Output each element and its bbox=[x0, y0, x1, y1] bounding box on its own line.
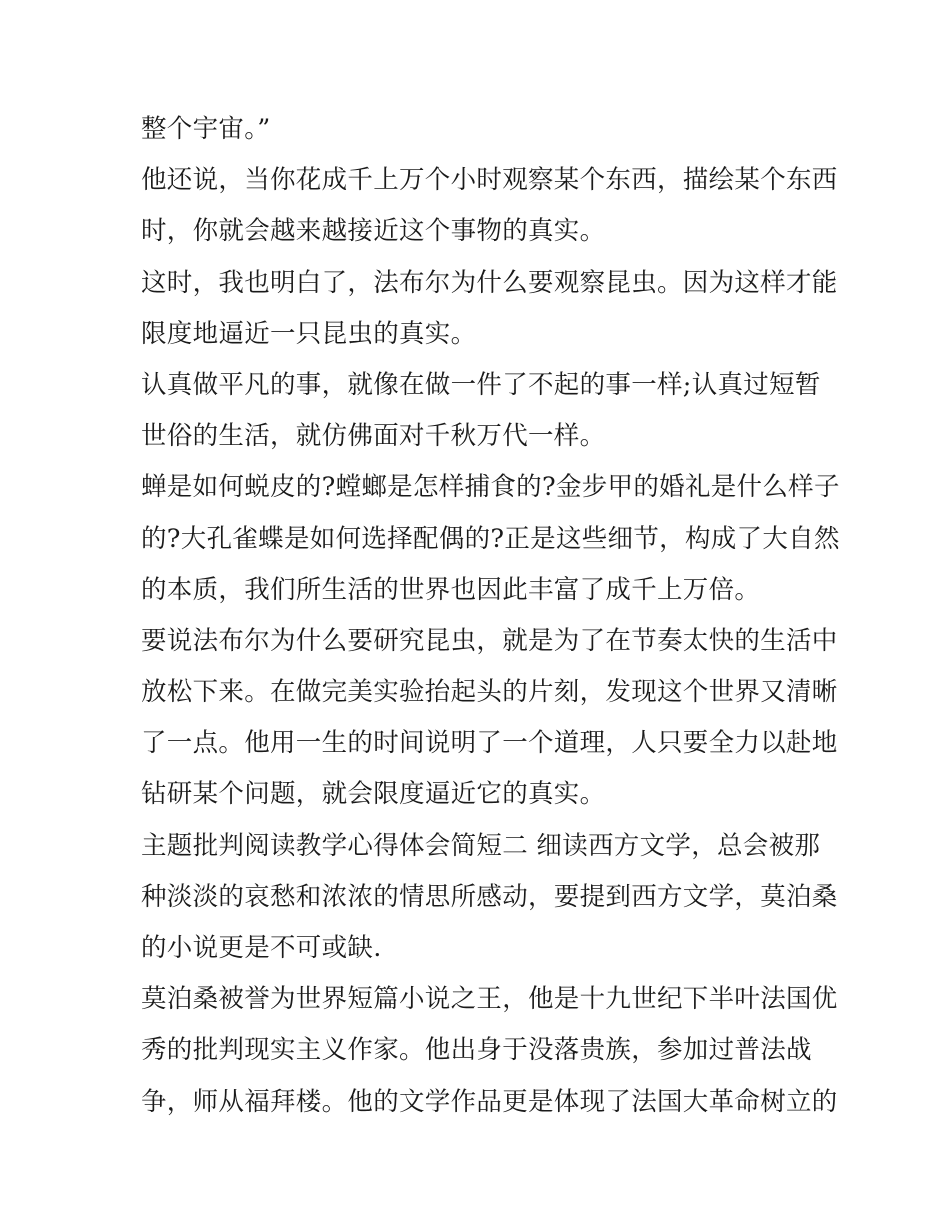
text-line: 种淡淡的哀愁和浓浓的情思所感动，要提到西方文学，莫泊桑 bbox=[141, 881, 838, 912]
text-line: 认真做平凡的事，就像在做一件了不起的事一样;认真过短暂 bbox=[141, 369, 821, 400]
text-line: 蝉是如何蜕皮的?螳螂是怎样捕食的?金步甲的婚礼是什么样子 bbox=[141, 472, 840, 503]
text-line: 要说法布尔为什么要研究昆虫，就是为了在节奏太快的生活中 bbox=[141, 625, 838, 656]
text-line: 放松下来。在做完美实验抬起头的片刻，发现这个世界又清晰 bbox=[141, 677, 838, 708]
body-text bbox=[141, 104, 840, 1128]
text-line: 他还说，当你花成千上万个小时观察某个东西，描绘某个东西 bbox=[141, 165, 838, 196]
text-line: 钻研某个问题，就会限度逼近它的真实。 bbox=[141, 779, 606, 810]
text-line: 世俗的生活，就仿佛面对千秋万代一样。 bbox=[141, 421, 606, 452]
text-line: 的?大孔雀蝶是如何选择配偶的?正是这些细节，构成了大自然 bbox=[141, 523, 840, 554]
text-line: 莫泊桑被誉为世界短篇小说之王，他是十九世纪下半叶法国优 bbox=[141, 984, 838, 1015]
text-line: 整个宇宙。” bbox=[141, 114, 271, 144]
text-line: 争，师从福拜楼。他的文学作品更是体现了法国大革命树立的 bbox=[141, 1086, 838, 1117]
text-line: 的本质，我们所生活的世界也因此丰富了成千上万倍。 bbox=[141, 574, 761, 605]
text-line: 的小说更是不可或缺. bbox=[141, 933, 382, 963]
text-line: 这时，我也明白了，法布尔为什么要观察昆虫。因为这样才能 bbox=[141, 267, 838, 298]
text-line: 了一点。他用一生的时间说明了一个道理，人只要全力以赴地 bbox=[141, 728, 838, 759]
text-line: 主题批判阅读教学心得体会简短二 细读西方文学，总会被那 bbox=[141, 830, 821, 861]
text-line: 限度地逼近一只昆虫的真实。 bbox=[141, 318, 477, 349]
text-line: 秀的批判现实主义作家。他出身于没落贵族，参加过普法战 bbox=[141, 1035, 812, 1066]
text-line: 时，你就会越来越接近这个事物的真实。 bbox=[141, 216, 606, 247]
